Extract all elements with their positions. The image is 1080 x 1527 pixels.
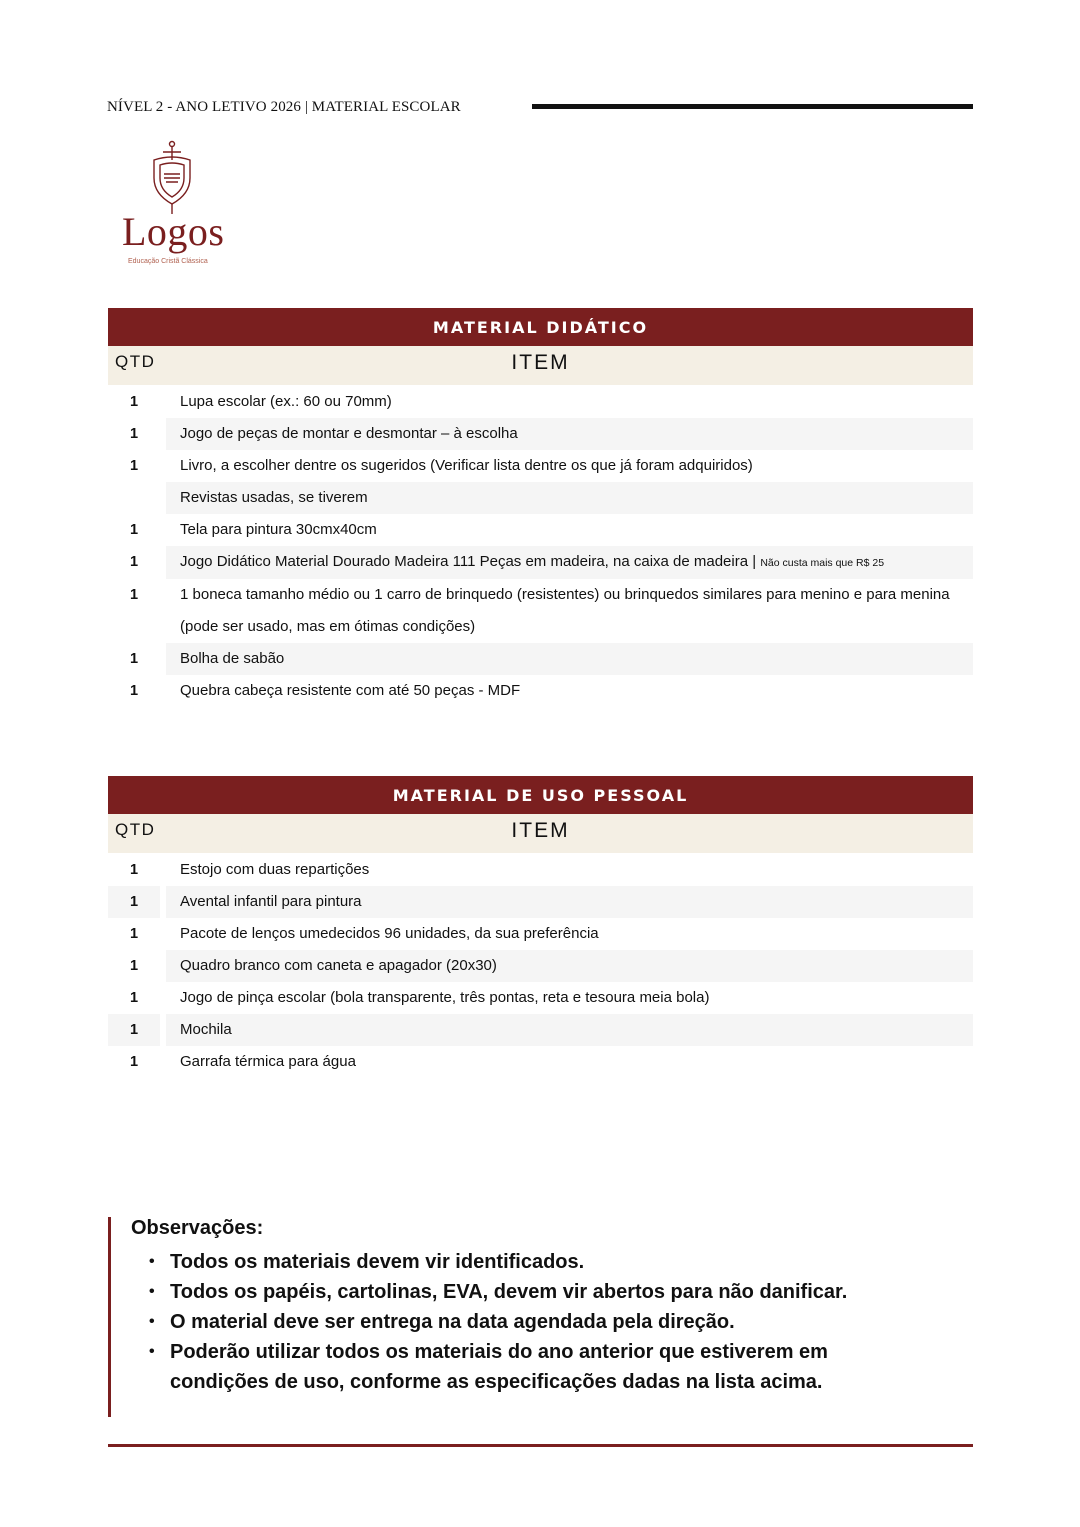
- price-note: Não custa mais que R$ 25: [760, 557, 885, 569]
- table-row: [108, 643, 973, 675]
- column-qtd: QTD: [115, 352, 156, 371]
- row-desc: Jogo de peças de montar e desmontar – à escolha: [166, 418, 973, 450]
- row-desc: Bolha de sabão: [166, 643, 973, 675]
- list-item: [149, 1337, 929, 1397]
- table-row: [108, 886, 973, 918]
- row-qty: 1: [129, 554, 139, 570]
- logo-tagline: Educação Cristã Clássica: [128, 258, 208, 265]
- column-header: [108, 346, 973, 385]
- row-desc: Estojo com duas repartições: [180, 861, 370, 878]
- row-qty: [108, 482, 160, 514]
- list-item: [149, 1277, 929, 1307]
- row-qty: 1: [129, 426, 139, 442]
- footer-rule: [108, 1444, 973, 1447]
- row-qty: 1: [129, 1054, 139, 1070]
- observations-title: Observações:: [131, 1217, 264, 1239]
- logo-wordmark: Logos: [122, 209, 225, 254]
- bullet-icon: •: [149, 1253, 155, 1270]
- table-row: [108, 546, 973, 579]
- observations-list: [149, 1247, 929, 1397]
- table-row: [108, 854, 973, 886]
- table-row: [108, 950, 973, 982]
- row-desc: Avental infantil para pintura: [166, 886, 973, 918]
- row-desc: Pacote de lenços umedecidos 96 unidades, da sua preferência: [180, 925, 599, 942]
- list-item: [149, 1247, 929, 1277]
- row-qty: 1: [108, 1014, 160, 1046]
- bullet-icon: •: [149, 1283, 155, 1300]
- row-qty: 1: [129, 990, 139, 1006]
- row-qty: 1: [129, 958, 139, 974]
- bullet-icon: •: [149, 1313, 155, 1330]
- row-qty: 1: [129, 522, 139, 538]
- row-desc: [166, 546, 973, 579]
- column-header: [108, 814, 973, 853]
- observation-text: Todos os materiais devem vir identificados.: [170, 1251, 585, 1273]
- row-qty: 1: [129, 862, 139, 878]
- table-row: [108, 450, 973, 482]
- section-material-didatico: [108, 308, 973, 707]
- row-qty: 1: [108, 886, 160, 918]
- table-row: [108, 418, 973, 450]
- row-desc: Tela para pintura 30cmx40cm: [180, 521, 377, 538]
- row-desc: Livro, a escolher dentre os sugeridos (Verificar lista dentre os que já foram adquiridos): [180, 457, 753, 474]
- row-desc: 1 boneca tamanho médio ou 1 carro de brinquedo (resistentes) ou brinquedos similares para menino e para menina (pode ser usado, mas em ótimas condições): [180, 586, 950, 635]
- observation-text: O material deve ser entrega na data agendada pela direção.: [170, 1311, 735, 1333]
- row-desc: Mochila: [166, 1014, 973, 1046]
- table-row: [108, 579, 973, 643]
- table-row: [108, 514, 973, 546]
- observation-text: Todos os papéis, cartolinas, EVA, devem vir abertos para não danificar.: [170, 1281, 848, 1303]
- table-row: [108, 675, 973, 707]
- table-row: [108, 1046, 973, 1078]
- row-desc: Quebra cabeça resistente com até 50 peças - MDF: [180, 682, 521, 699]
- row-desc-text: Jogo Didático Material Dourado Madeira 111 Peças em madeira, na caixa de madeira |: [180, 553, 761, 570]
- row-desc: Garrafa térmica para água: [180, 1053, 356, 1070]
- row-qty: 1: [129, 683, 139, 699]
- row-qty: 1: [129, 926, 139, 942]
- section-material-uso-pessoal: [108, 776, 973, 1078]
- column-qtd: QTD: [115, 820, 156, 839]
- page-header: [107, 99, 973, 119]
- bullet-icon: •: [149, 1343, 155, 1360]
- section-title: MATERIAL DE USO PESSOAL: [108, 776, 973, 814]
- column-item: ITEM: [511, 819, 570, 842]
- table-row: [108, 1014, 973, 1046]
- row-qty: 1: [129, 651, 139, 667]
- column-item: ITEM: [511, 351, 570, 374]
- row-desc: Jogo de pinça escolar (bola transparente, três pontas, reta e tesoura meia bola): [180, 989, 710, 1006]
- table-row: [108, 386, 973, 418]
- crest-icon: [150, 140, 194, 216]
- list-item: [149, 1307, 929, 1337]
- observation-text: Poderão utilizar todos os materiais do ano anterior que estiverem em condições de uso, conforme as especificações dadas na lista acima.: [170, 1341, 828, 1393]
- row-desc: Lupa escolar (ex.: 60 ou 70mm): [180, 393, 392, 410]
- table-row: [108, 982, 973, 1014]
- header-title: NÍVEL 2 - ANO LETIVO 2026 | MATERIAL ESCOLAR: [107, 99, 461, 115]
- row-qty: 1: [129, 587, 139, 603]
- row-desc: Quadro branco com caneta e apagador (20x30): [166, 950, 973, 982]
- row-qty: 1: [129, 394, 139, 410]
- observations-box: [108, 1217, 976, 1417]
- row-qty: 1: [129, 458, 139, 474]
- row-desc: Revistas usadas, se tiverem: [166, 482, 973, 514]
- table-row: [108, 918, 973, 950]
- table-row: [108, 482, 973, 514]
- header-rule: [532, 104, 973, 109]
- school-logo: [110, 140, 240, 270]
- section-title: MATERIAL DIDÁTICO: [108, 308, 973, 346]
